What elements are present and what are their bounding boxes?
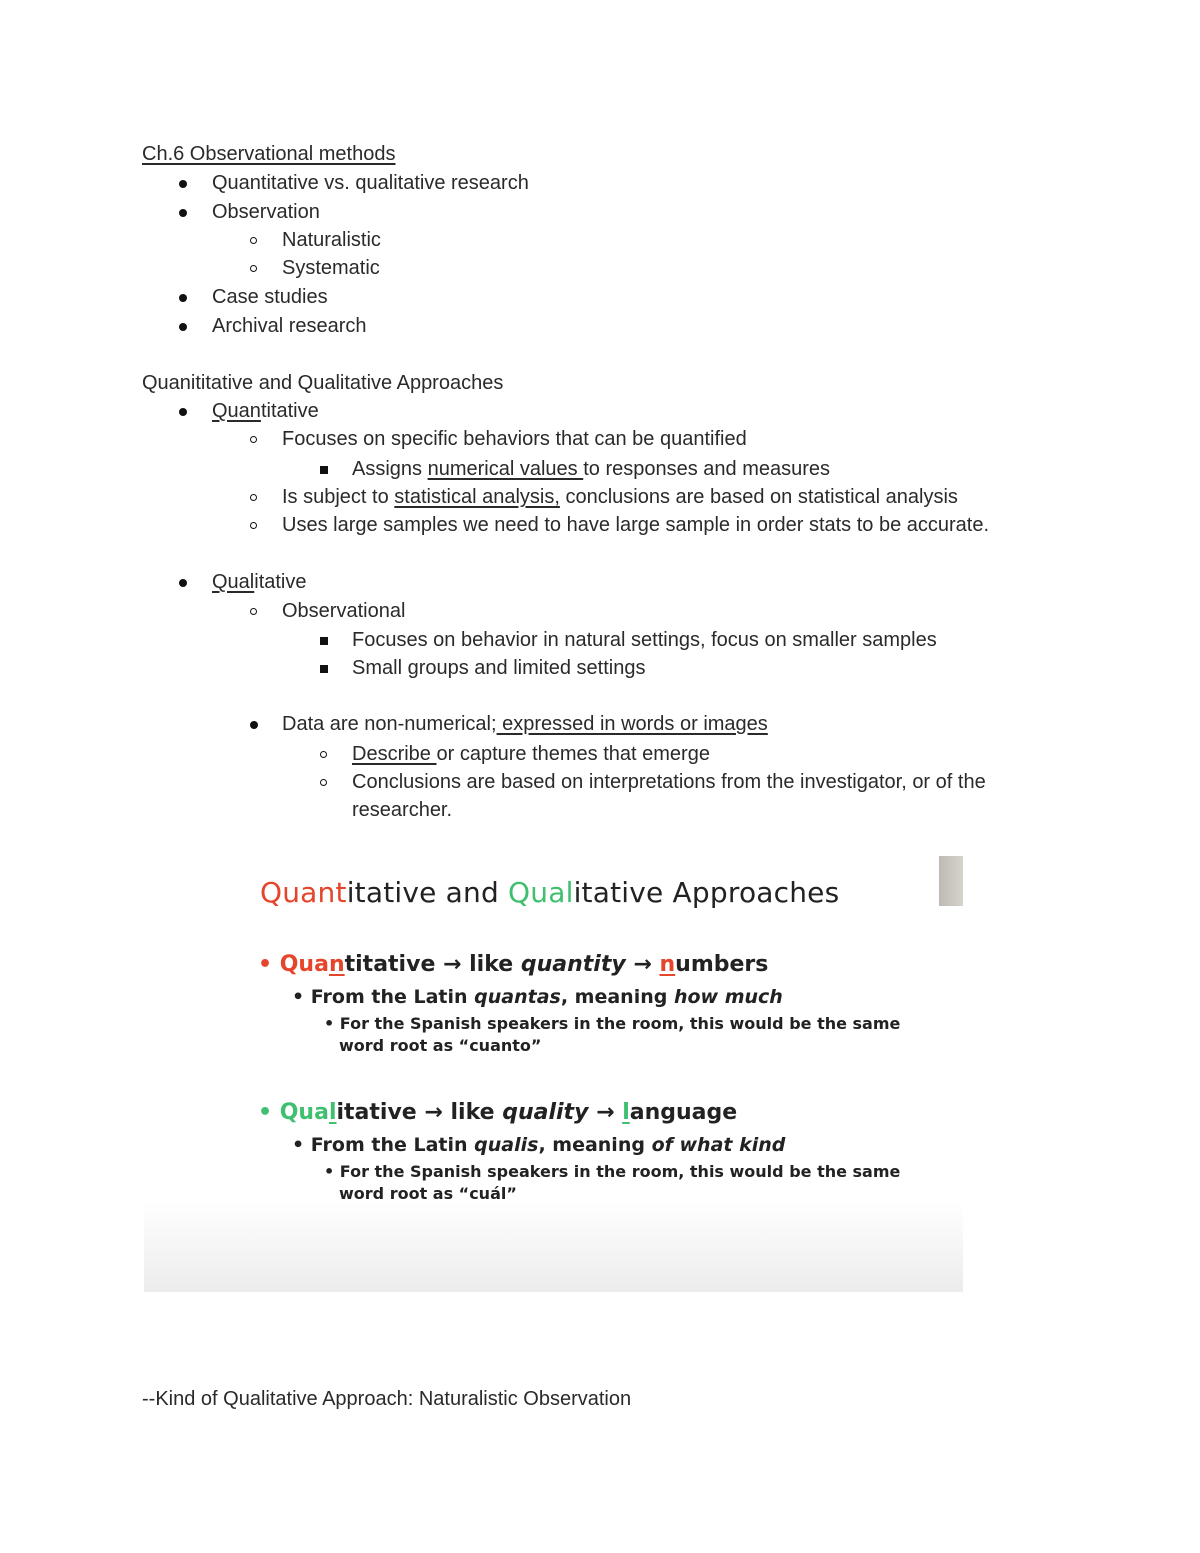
- list-item: Conclusions are based on interpretations from the investigator, or of the: [352, 771, 986, 793]
- text-segment: of what kind: [651, 1134, 786, 1156]
- arrow-right-icon: →: [443, 952, 462, 977]
- list-item: Quantitative vs. qualitative research: [212, 172, 529, 194]
- bullet-icon: [179, 579, 187, 587]
- bullet-icon: [179, 408, 187, 416]
- text-segment: or capture themes that emerge: [436, 743, 710, 765]
- text-segment: Assigns: [352, 458, 428, 480]
- text-segment-underlined: Describe: [352, 743, 437, 765]
- circle-bullet-icon: [250, 522, 257, 529]
- bullet-icon: [179, 209, 187, 217]
- slide-image: [144, 856, 963, 1292]
- slide-language-rest: anguage: [629, 1100, 738, 1125]
- slide-title-mid: itative and: [346, 876, 509, 909]
- circle-bullet-icon: [250, 265, 257, 272]
- section2-heading: Quanititative and Qualitative Approaches: [142, 372, 504, 394]
- slide-qual-word-rest: itative: [336, 1100, 417, 1125]
- slide-title-quan: Quan: [260, 876, 336, 909]
- text-segment: For the Spanish speakers in the room, this would be the same: [339, 1014, 901, 1033]
- qualitative-label: [212, 570, 307, 594]
- bullet-icon: [179, 180, 187, 188]
- circle-bullet-icon: [250, 494, 257, 501]
- slide-title-t: t: [335, 876, 347, 909]
- quantitative-label-underlined: Quan: [212, 400, 261, 422]
- square-bullet-icon: [320, 665, 328, 673]
- list-item: Archival research: [212, 315, 367, 337]
- circle-bullet-icon: [250, 237, 257, 244]
- slide-title-qual: Qual: [508, 876, 574, 909]
- text-segment: how much: [673, 986, 783, 1008]
- text-segment: From the Latin: [310, 986, 475, 1008]
- list-item: [282, 485, 958, 509]
- slide-bullet-icon: •: [258, 1100, 273, 1125]
- arrow-right-icon: →: [596, 1100, 615, 1125]
- list-item: Small groups and limited settings: [352, 657, 646, 679]
- text-segment: conclusions are based on statistical analysis: [559, 486, 958, 508]
- circle-bullet-icon: [320, 779, 327, 786]
- list-item-continuation: researcher.: [352, 799, 453, 821]
- slide-quant-latin: • From the Latin quantas, meaning how much: [292, 986, 783, 1008]
- text-segment-underlined: expressed in words or images: [496, 713, 768, 735]
- qualitative-label-underlined: Qual: [212, 571, 255, 593]
- list-item: Naturalistic: [282, 229, 381, 251]
- slide-quant-word-rest: titative: [344, 952, 436, 977]
- slide-quantity: quantity: [520, 952, 626, 977]
- text-segment: , meaning: [538, 1134, 652, 1156]
- slide-quant-line: [258, 952, 768, 977]
- text-segment-underlined: numerical values: [427, 458, 584, 480]
- list-item: Systematic: [282, 257, 380, 279]
- text-segment: For the Spanish speakers in the room, this would be the same: [339, 1162, 901, 1181]
- text-segment: , meaning: [560, 986, 674, 1008]
- slide-n-letter: n: [659, 952, 676, 977]
- slide-qual-latin: • From the Latin qualis, meaning of what kind: [292, 1134, 786, 1156]
- slide-qual-spanish-2: word root as “cuál”: [339, 1184, 517, 1203]
- list-item: Case studies: [212, 286, 328, 308]
- list-item: Focuses on behavior in natural settings, focus on smaller samples: [352, 629, 937, 651]
- arrow-right-icon: →: [633, 952, 652, 977]
- circle-bullet-icon: [320, 751, 327, 758]
- text-segment: qualis: [474, 1134, 539, 1156]
- slide-qual-word: Qua: [279, 1100, 329, 1125]
- slide-edge-tab: [939, 856, 963, 906]
- list-item: Uses large samples we need to have large sample in order stats to be accurate.: [282, 514, 990, 536]
- list-item: [282, 712, 768, 736]
- circle-bullet-icon: [250, 608, 257, 615]
- slide-quant-spanish-2: word root as “cuanto”: [339, 1036, 542, 1055]
- bullet-icon: [179, 323, 187, 331]
- text-segment: quantas: [474, 986, 561, 1008]
- quantitative-label-rest: titative: [260, 400, 319, 422]
- slide-quant-word: Qua: [279, 952, 329, 977]
- slide-quality: quality: [502, 1100, 589, 1125]
- text-segment: From the Latin: [310, 1134, 475, 1156]
- square-bullet-icon: [320, 637, 328, 645]
- square-bullet-icon: [320, 466, 328, 474]
- arrow-right-icon: →: [424, 1100, 443, 1125]
- list-item: Observational: [282, 600, 406, 622]
- section1-heading: Ch.6 Observational methods: [142, 143, 396, 165]
- bullet-icon: [250, 721, 258, 729]
- slide-like: like: [461, 952, 521, 977]
- list-item: [352, 742, 710, 766]
- bullet-icon: [179, 294, 187, 302]
- qualitative-label-rest: itative: [254, 571, 307, 593]
- slide-title: [260, 876, 839, 909]
- slide-like: like: [442, 1100, 503, 1125]
- text-segment: to responses and measures: [583, 458, 831, 480]
- text-segment: Is subject to: [282, 486, 395, 508]
- list-item: [352, 457, 830, 481]
- slide-qual-line: [258, 1100, 737, 1125]
- slide-qual-letter: l: [328, 1100, 337, 1125]
- text-segment-underlined: statistical analysis,: [394, 486, 560, 508]
- list-item: Focuses on specific behaviors that can be quantified: [282, 428, 747, 450]
- slide-numbers-rest: umbers: [675, 952, 769, 977]
- slide-quant-letter: n: [328, 952, 345, 977]
- slide-l-letter: l: [622, 1100, 630, 1125]
- quantitative-label: [212, 399, 319, 423]
- slide-quant-spanish: • For the Spanish speakers in the room, this would be the same: [324, 1014, 901, 1033]
- text-segment: Data are non-numerical;: [282, 713, 497, 735]
- slide-title-rest: itative Approaches: [573, 876, 840, 909]
- circle-bullet-icon: [250, 436, 257, 443]
- naturalistic-observation-heading: --Kind of Qualitative Approach: Naturalistic Observation: [142, 1388, 632, 1410]
- slide-qual-spanish: • For the Spanish speakers in the room, this would be the same: [324, 1162, 901, 1181]
- slide-bullet-icon: •: [258, 952, 273, 977]
- list-item: Observation: [212, 201, 320, 223]
